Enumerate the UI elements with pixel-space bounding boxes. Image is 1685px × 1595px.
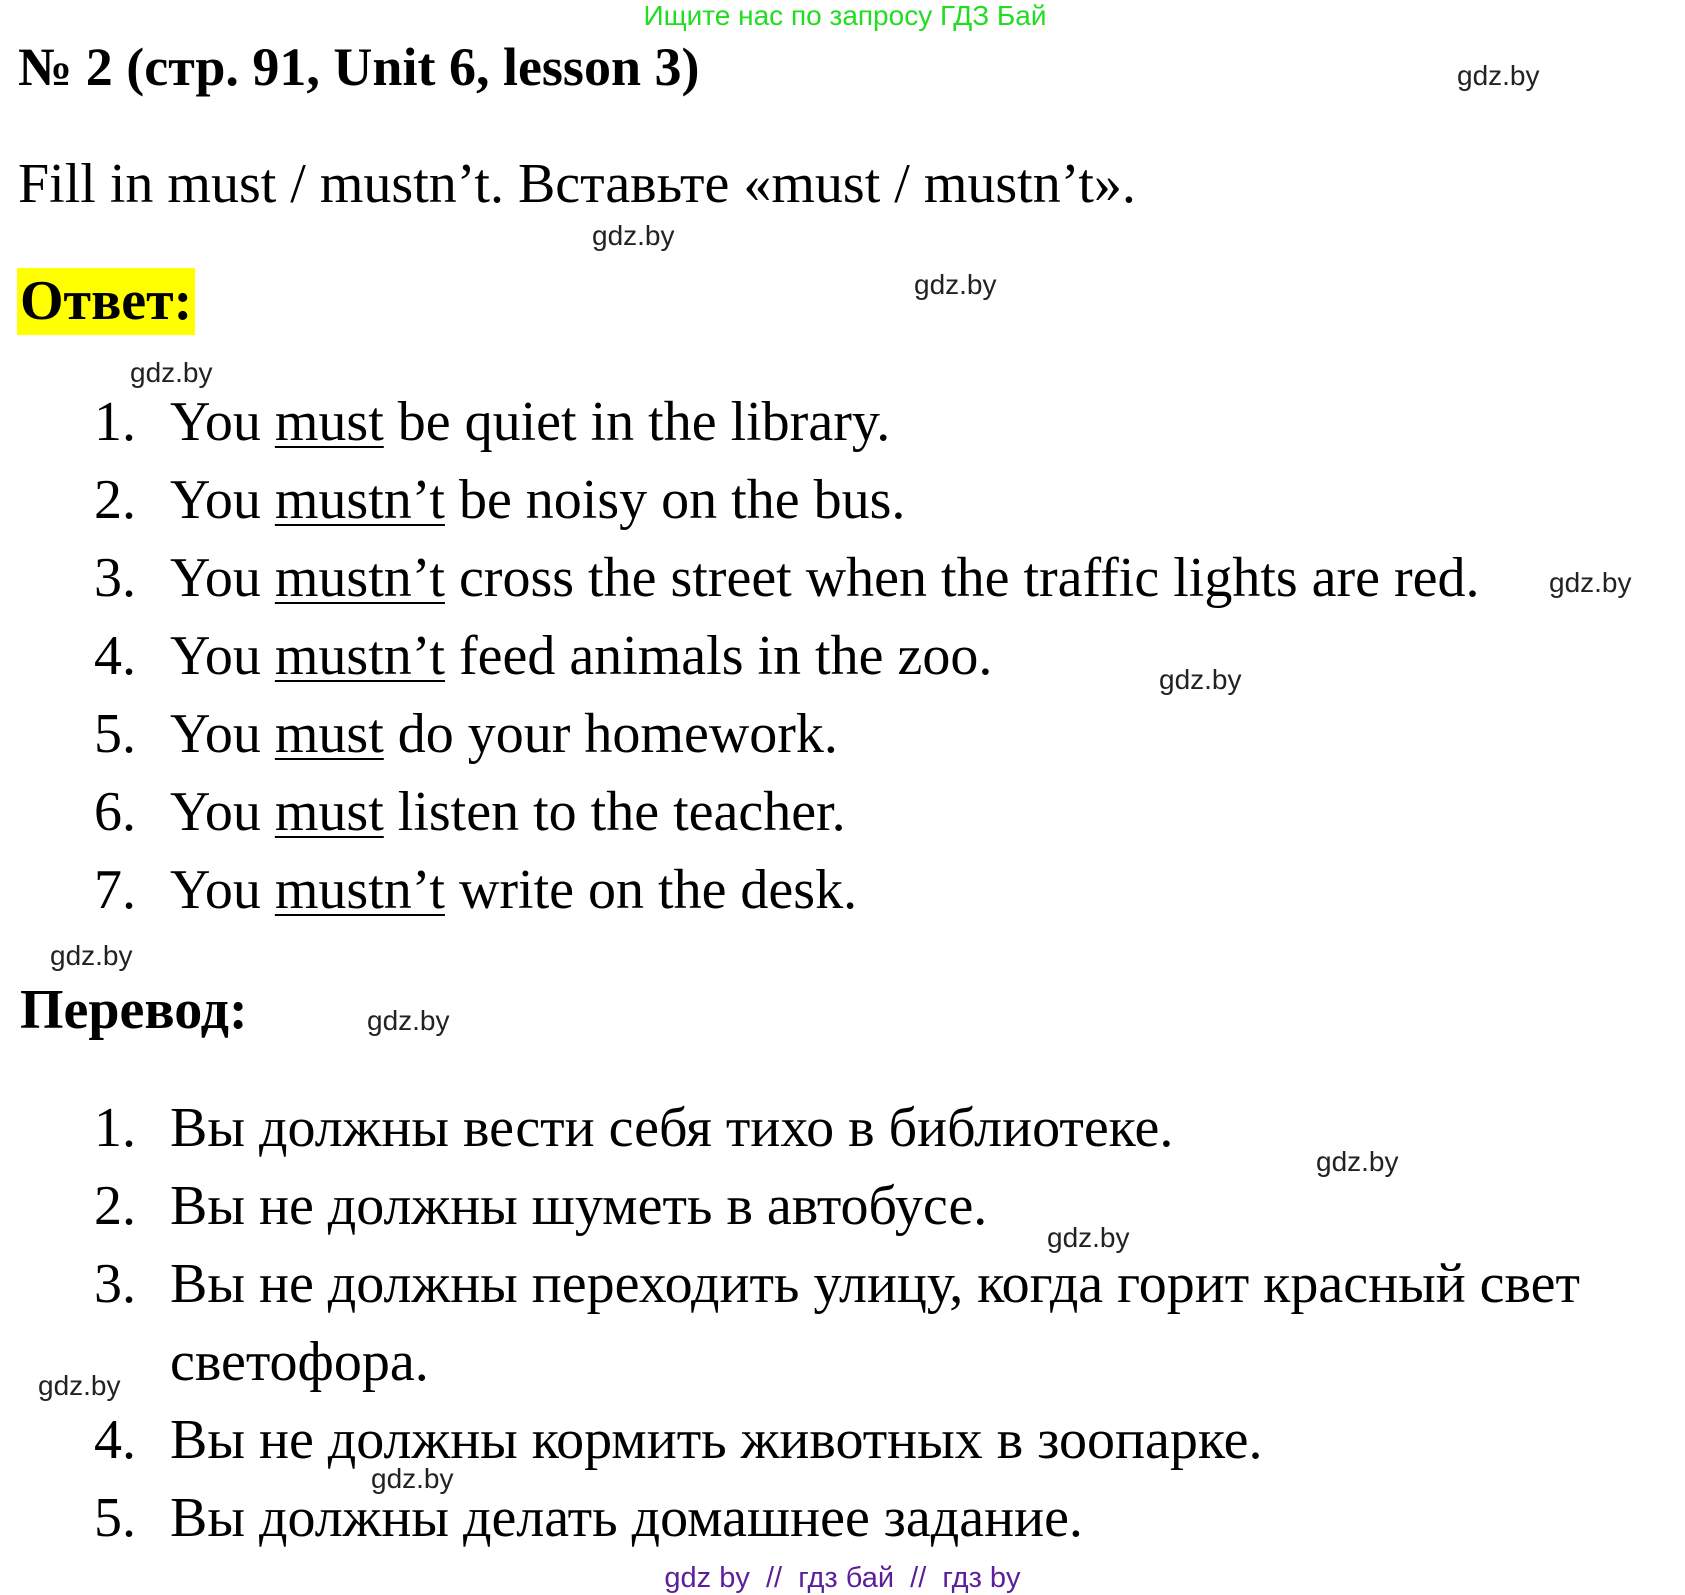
footer-links: gdz by // гдз бай // гдз by <box>664 1562 1021 1594</box>
item-number: 3. <box>94 1253 136 1315</box>
filled-word: mustn’t <box>274 469 445 531</box>
item-number: 2. <box>94 469 136 531</box>
watermark: gdz.by <box>1316 1146 1399 1177</box>
item-number: 1. <box>94 1097 136 1159</box>
item-rest: do your homework. <box>383 703 838 765</box>
item-text <box>170 390 890 454</box>
item-number: 7. <box>94 859 136 921</box>
item-prefix: You <box>170 469 275 531</box>
item-rest: cross the street when the traffic lights are red. <box>444 547 1480 609</box>
item-prefix: You <box>170 391 275 453</box>
item-prefix: You <box>170 547 275 609</box>
answer-heading: Ответ: <box>17 268 195 335</box>
translation-heading: Перевод: <box>20 979 248 1041</box>
item-rest: listen to the teacher. <box>383 781 846 843</box>
watermark: gdz.by <box>1159 664 1242 695</box>
watermark: gdz.by <box>371 1463 454 1494</box>
watermark: gdz.by <box>592 220 675 251</box>
watermark: gdz.by <box>130 357 213 388</box>
item-prefix: You <box>170 859 275 921</box>
task-instruction: Fill in must / mustn’t. Вставьте «must / mustn’t». <box>18 153 1136 215</box>
item-text <box>170 624 992 688</box>
item-rest: feed animals in the zoo. <box>444 625 993 687</box>
watermark: gdz.by <box>367 1005 450 1036</box>
filled-word: mustn’t <box>274 859 445 921</box>
item-text: Вы не должны кормить животных в зоопарке. <box>170 1409 1263 1471</box>
watermark: gdz.by <box>1457 60 1540 91</box>
item-number: 2. <box>94 1175 136 1237</box>
item-rest: be quiet in the library. <box>383 391 891 453</box>
item-text <box>170 702 838 766</box>
item-number: 4. <box>94 1409 136 1471</box>
filled-word: mustn’t <box>274 547 445 609</box>
item-number: 6. <box>94 781 136 843</box>
filled-word: must <box>274 703 384 765</box>
watermark: gdz.by <box>38 1370 121 1401</box>
item-number: 5. <box>94 1487 136 1549</box>
item-text: Вы должны делать домашнее задание. <box>170 1487 1083 1549</box>
search-banner: Ищите нас по запросу ГДЗ Бай <box>643 0 1047 31</box>
item-prefix: You <box>170 703 275 765</box>
item-number: 4. <box>94 625 136 687</box>
item-text <box>170 468 905 532</box>
item-text <box>170 780 846 844</box>
watermark: gdz.by <box>50 940 133 971</box>
item-text: Вы не должны шуметь в автобусе. <box>170 1175 988 1237</box>
item-number: 1. <box>94 391 136 453</box>
item-text: Вы должны вести себя тихо в библиотеке. <box>170 1097 1174 1159</box>
item-prefix: You <box>170 625 275 687</box>
item-rest: write on the desk. <box>444 859 858 921</box>
filled-word: must <box>274 391 384 453</box>
item-number: 3. <box>94 547 136 609</box>
watermark: gdz.by <box>1549 567 1632 598</box>
item-text-continued: светофора. <box>170 1331 429 1393</box>
watermark: gdz.by <box>914 269 997 300</box>
filled-word: must <box>274 781 384 843</box>
page-title: № 2 (стр. 91, Unit 6, lesson 3) <box>18 37 700 97</box>
item-number: 5. <box>94 703 136 765</box>
item-text: Вы не должны переходить улицу, когда горит красный свет <box>170 1253 1580 1315</box>
item-text <box>170 858 857 922</box>
item-text <box>170 546 1480 610</box>
item-prefix: You <box>170 781 275 843</box>
filled-word: mustn’t <box>274 625 445 687</box>
watermark: gdz.by <box>1047 1222 1130 1253</box>
item-rest: be noisy on the bus. <box>444 469 906 531</box>
